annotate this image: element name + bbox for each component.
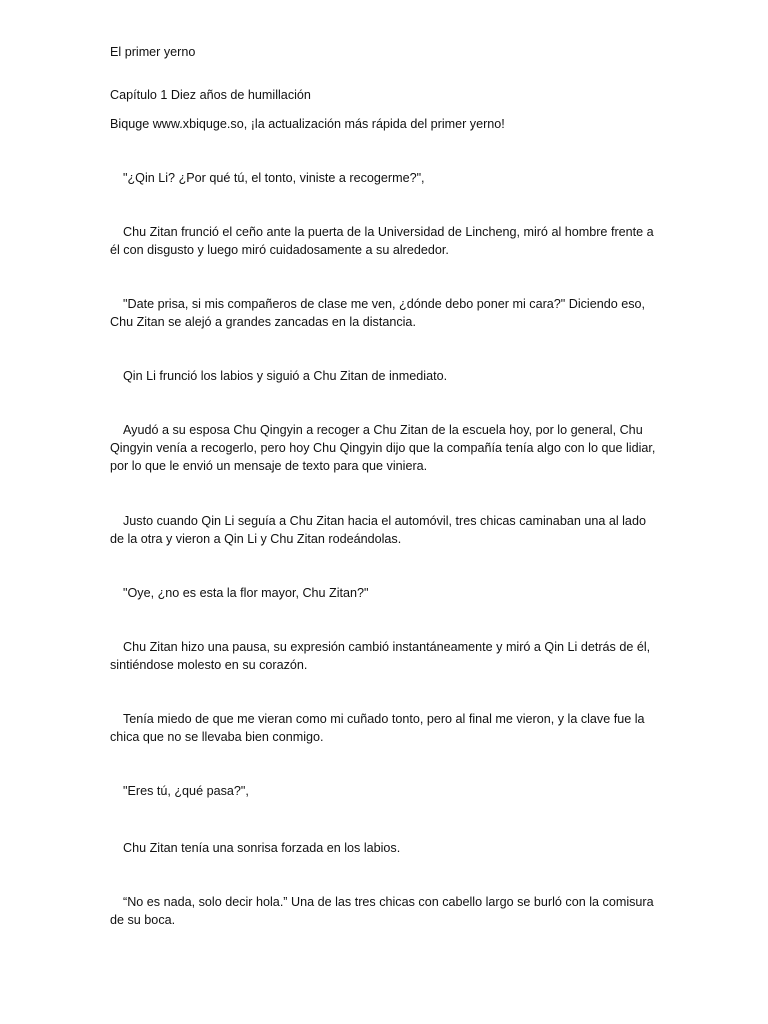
- paragraph: Qin Li frunció los labios y siguió a Chu Zitan de inmediato.: [123, 369, 448, 383]
- paragraph: Chu Zitan tenía una sonrisa forzada en los labios.: [123, 841, 401, 855]
- paragraph: "¿Qin Li? ¿Por qué tú, el tonto, viniste a recogerme?",: [123, 171, 425, 185]
- paragraph: Ayudó a su esposa Chu Qingyin a recoger a Chu Zitan de la escuela hoy, por lo general, Chu Qingyin venía a recogerlo, pero hoy Chu Qingyin dijo que la compañía tenía algo con lo que lidiar, por lo que le envió un mensaje de texto para que viniera.: [110, 423, 656, 473]
- paragraph: "Oye, ¿no es esta la flor mayor, Chu Zitan?": [123, 586, 369, 600]
- paragraph: Tenía miedo de que me vieran como mi cuñado tonto, pero al final me vieron, y la clave fue la chica que no se llevaba bien conmigo.: [110, 712, 645, 744]
- paragraph: "Eres tú, ¿qué pasa?",: [123, 784, 249, 798]
- chapter-heading: Capítulo 1 Diez años de humillación: [110, 88, 311, 102]
- source-note: Biquge www.xbiquge.so, ¡la actualización más rápida del primer yerno!: [110, 117, 505, 131]
- paragraph: Chu Zitan hizo una pausa, su expresión cambió instantáneamente y miró a Qin Li detrás de él, sintiéndose molesto en su corazón.: [110, 640, 651, 672]
- paragraph: “No es nada, solo decir hola.” Una de las tres chicas con cabello largo se burló con la comisura de su boca.: [110, 895, 654, 927]
- paragraph: "Date prisa, si mis compañeros de clase me ven, ¿dónde debo poner mi cara?" Diciendo eso, Chu Zitan se alejó a grandes zancadas en la distancia.: [110, 297, 646, 329]
- paragraph: Justo cuando Qin Li seguía a Chu Zitan hacia el automóvil, tres chicas caminaban una al lado de la otra y vieron a Qin Li y Chu Zitan rodeándolas.: [110, 514, 646, 546]
- paragraph: Chu Zitan frunció el ceño ante la puerta de la Universidad de Lincheng, miró al hombre frente a él con disgusto y luego miró cuidadosamente a su alrededor.: [110, 225, 654, 257]
- document-title: El primer yerno: [110, 45, 196, 59]
